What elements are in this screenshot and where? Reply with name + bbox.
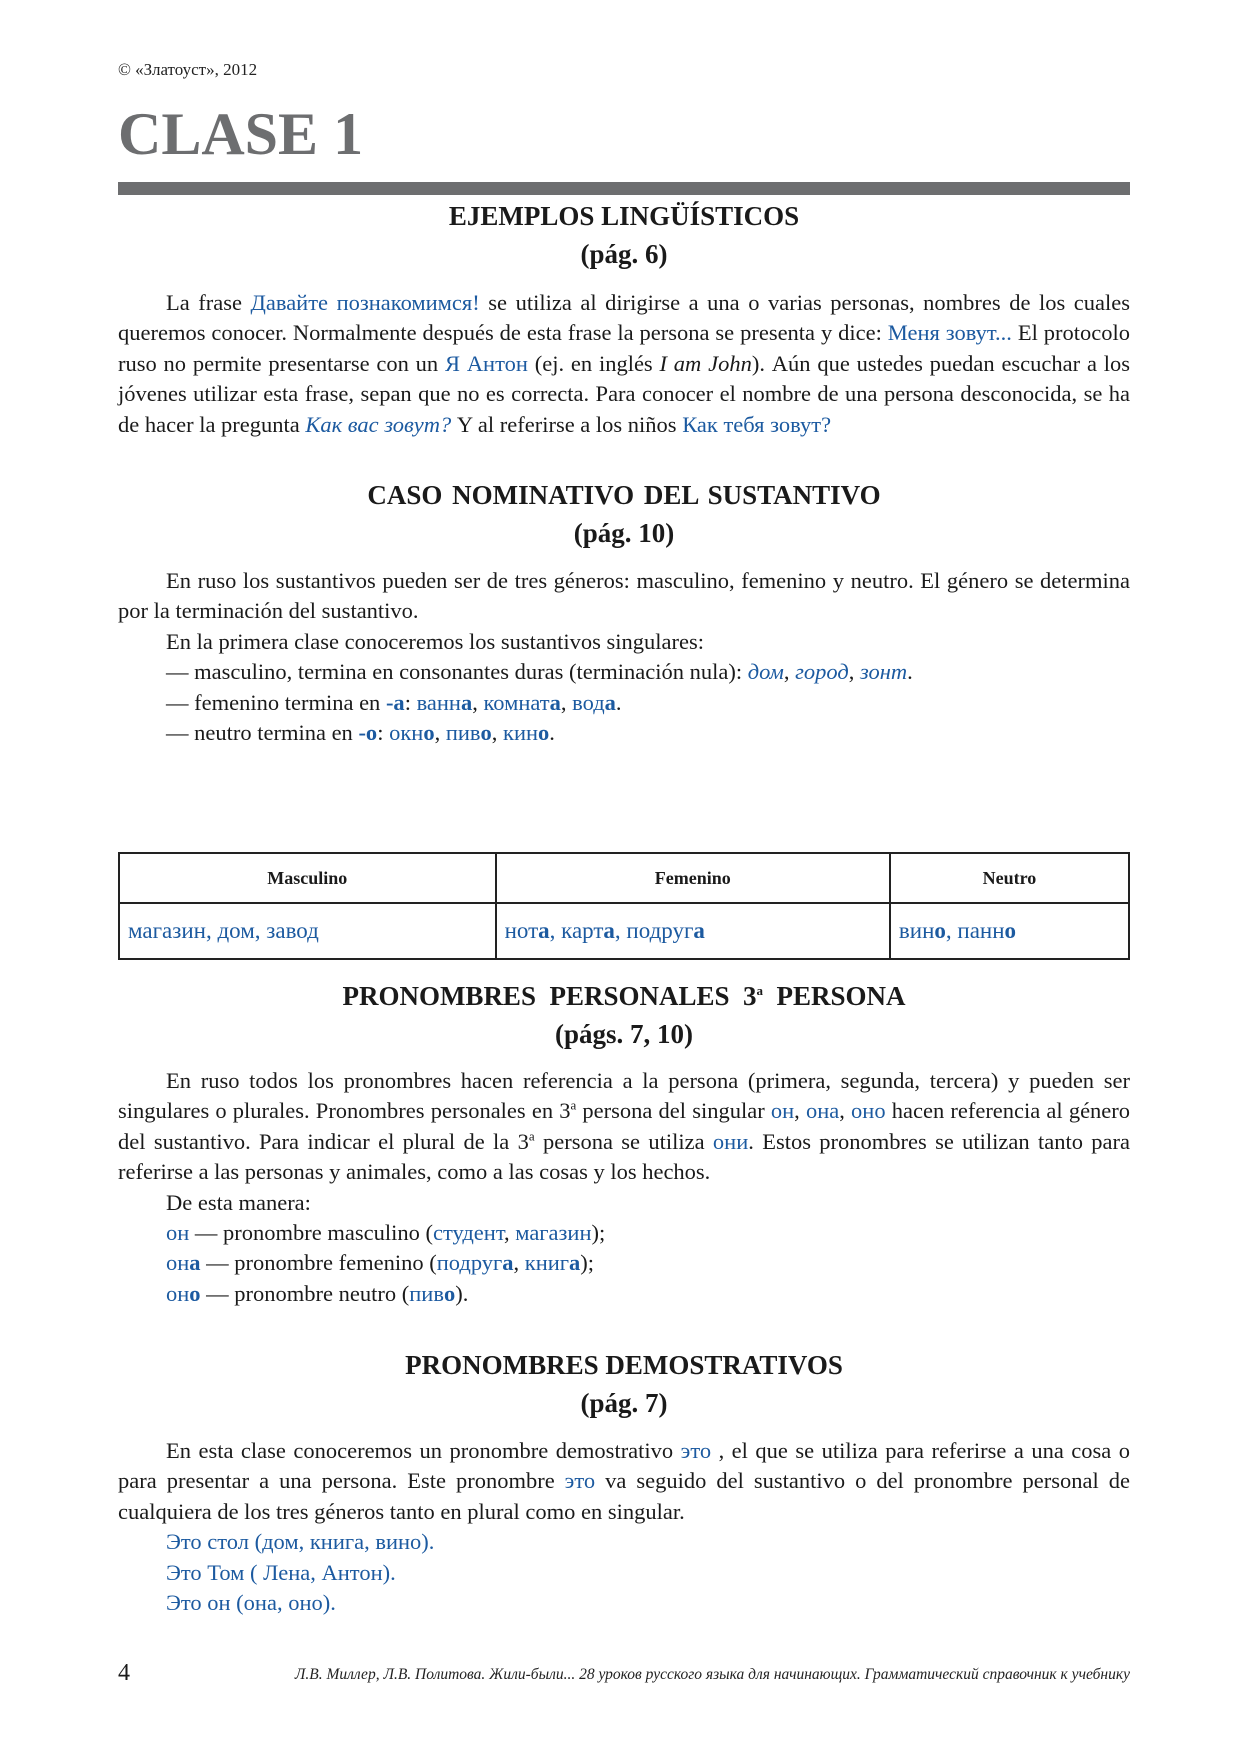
text: — femenino termina en [166,689,386,715]
text: (ej. en inglés [527,350,660,376]
section-body-demostrativos [118,1436,1130,1618]
section-pages: (pág. 10) [573,518,675,548]
document-page [118,0,1130,1755]
gender-table [118,852,1130,960]
text: Y al referirse a los niños [451,411,683,437]
russian-word: зонт [859,659,908,685]
text: La frase [166,290,251,315]
ending: -о [358,720,378,746]
russian-pronoun: он [770,1098,795,1124]
russian-phrase: Я Антон [445,350,528,376]
example-sentence: Это стол (дом, книга, вино). [166,1529,435,1555]
title-divider [118,182,1130,195]
example-sentence: Это Том ( Лена, Антон). [166,1559,396,1585]
russian-word: кино [503,720,550,746]
paragraph: En esta clase conoceremos un pronombre demostrativo это , el que se utiliza para referirse a una cosa o para presentar a una persona. Este pronombre это va seguido del sustantivo o del pronombre personal de cualquiera de los tres géneros tanto en plural como en singular. [118,1438,1130,1524]
text: — masculino, termina en consonantes duras (terminación nula): [166,659,748,685]
section-title: EJEMPLOS LINGÜÍSTICOS [448,201,800,231]
footer-citation: Л.В. Миллер, Л.В. Политова. Жили-были... 28 уроков русского языка для начинающих. Грамматический справочник к учебнику [294,1666,1130,1683]
paragraph: De esta manera: [166,1189,311,1215]
column-header: Masculino [119,853,496,903]
section-body-nominativo [118,566,1130,748]
text: El protocolo ruso no permite presentarse con un [118,320,1130,376]
russian-pronoun: оно [166,1280,201,1306]
column-header: Femenino [496,853,890,903]
russian-word: магазин [515,1220,592,1246]
russian-pronoun: она [805,1098,840,1124]
russian-phrase: Как вас зовут? [305,411,452,437]
russian-word: книга [524,1250,581,1276]
paragraph: En ruso los sustantivos pueden ser de tres géneros: masculino, femenino y neutro. El género se determina por la terminación del sustantivo. [118,568,1130,624]
table-cell-neutro: вино, панно [890,903,1129,959]
russian-phrase: Как тебя зовут? [682,411,832,437]
ending: -а [385,689,405,715]
section-title: PRONOMBRES DEMOSTRATIVOS [405,1350,843,1380]
section-body-ejemplos [118,288,1130,440]
section-title: CASO NOMINATIVO DEL SUSTANTIVO [367,480,881,510]
russian-phrase: Меня зовут... [887,320,1012,346]
russian-phrase: Давайте познакомимся! [250,290,480,315]
list-item-on: он — pronombre masculino (студент, магазин); [166,1220,606,1246]
russian-word: окно [389,720,435,746]
russian-word: комната [483,689,561,715]
russian-word: дом [747,659,784,685]
russian-pronoun: оно [851,1098,886,1124]
section-title: PRONOMBRES PERSONALES 3$^a$ PERSONA [342,981,906,1011]
chapter-title: CLASE 1 [118,101,364,167]
english-example: I am John [659,350,752,376]
list-item-neutro: — neutro termina en -о: окно, пиво, кино. [166,720,555,746]
table-header-row [119,853,1129,903]
section-pages: (págs. 7, 10) [554,1019,693,1049]
text: se utiliza al dirigirse a una o varias personas, nombres de los cuales queremos conocer. Normalmente después de esta frase la persona se presenta y dice: [118,290,1130,346]
russian-pronoun: это [680,1438,712,1463]
column-header: Neutro [890,853,1129,903]
list-item-masculino: — masculino, termina en consonantes duras (terminación nula): дом, город, зонт. [166,659,913,685]
section-heading-nominativo [118,476,1130,552]
section-heading-personales [118,977,1130,1053]
section-pages: (pág. 6) [580,239,668,269]
russian-word: вода [572,689,616,715]
russian-word: пиво [409,1280,456,1306]
list-item-femenino: — femenino termina en -а: ванна, комната, вода. [166,689,622,715]
russian-word: подруга [436,1250,514,1276]
example-sentence: Это он (она, оно). [166,1590,336,1616]
russian-pronoun: они [712,1128,749,1154]
paragraph [118,288,1130,440]
russian-word: город [795,659,849,685]
text: ). Aún que ustedes puedan escuchar a los jóvenes utilizar esta frase, sepan que no es correcta. Para conocer el nombre de una persona desconocida, se ha de hacer la pregunta [118,350,1130,437]
russian-word: ванна [416,689,473,715]
section-pages: (pág. 7) [580,1388,668,1418]
list-item-ona: она — pronombre femenino (подруга, книга); [166,1250,595,1276]
russian-word: студент [433,1220,504,1246]
russian-pronoun: она [166,1250,201,1276]
paragraph: En la primera clase conoceremos los sustantivos singulares: [166,628,704,654]
russian-pronoun: он [166,1220,190,1246]
russian-pronoun: это [564,1468,596,1494]
text: — neutro termina en [166,720,359,746]
list-item-ono: оно — pronombre neutro (пиво). [166,1280,469,1306]
section-heading-ejemplos [118,197,1130,273]
section-body-personales [118,1066,1130,1309]
table-cell-masculino: магазин, дом, завод [119,903,496,959]
section-heading-demostrativos [118,1346,1130,1422]
copyright-notice: © «Златоуст», 2012 [118,60,258,79]
paragraph: En ruso todos los pronombres hacen referencia a la persona (primera, segunda, tercera) y pueden ser singulares o plurales. Pronombres personales en 3$^a$ persona del singular он, она, оно hacen referencia al género del sustantivo. Para indicar el plural de la 3$^a$ persona se utiliza они. Estos pronombres se utilizan tanto para referirse a las personas y animales, como a las cosas y los hechos. [118,1068,1131,1185]
table-row [119,903,1129,959]
page-number: 4 [118,1660,130,1686]
russian-word: пиво [445,720,492,746]
table-cell-femenino: нота, карта, подруга [496,903,890,959]
